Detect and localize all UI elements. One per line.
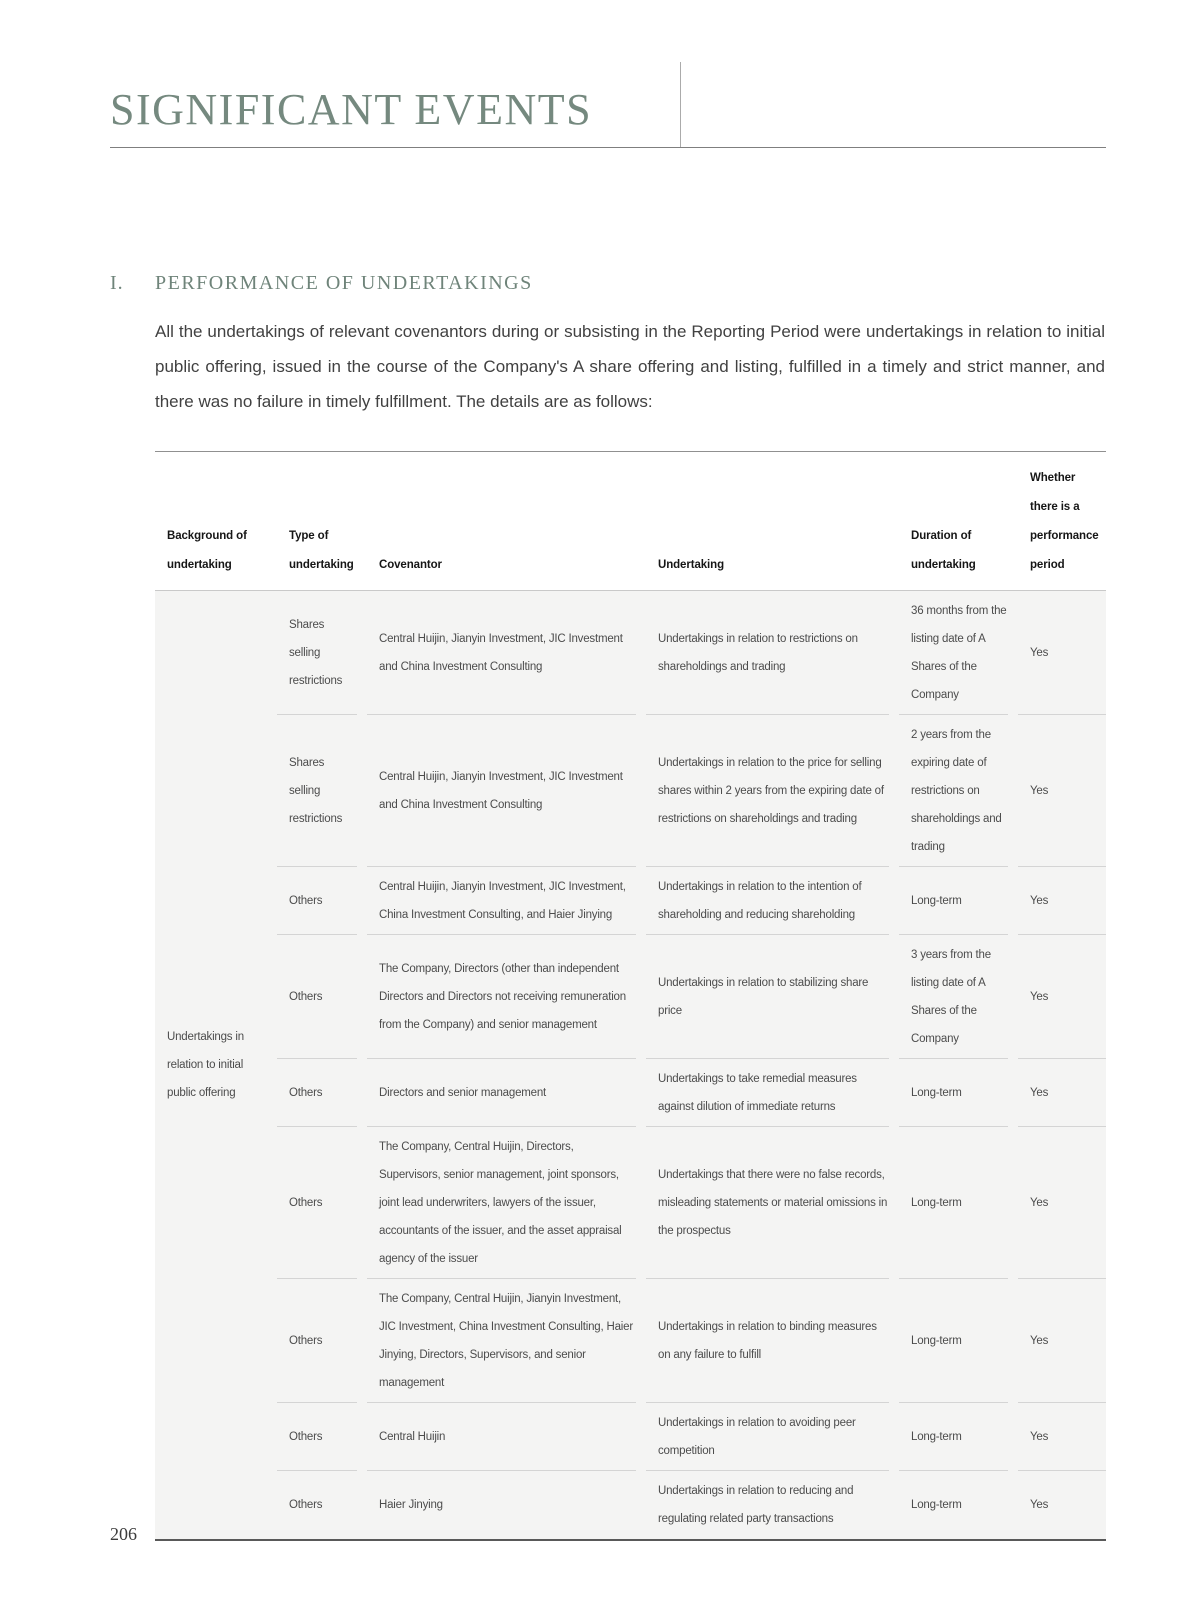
header-covenantor: Covenantor: [367, 452, 646, 591]
cell-undertaking: Undertakings in relation to avoiding peer competition: [646, 1403, 899, 1471]
cell-duration: Long-term: [899, 1403, 1018, 1471]
cell-performance-period: Yes: [1018, 1279, 1106, 1403]
cell-type-of-undertaking: Others: [277, 935, 367, 1059]
cell-covenantor: Central Huijin, Jianyin Investment, JIC Investment and China Investment Consulting: [367, 591, 646, 715]
cell-undertaking: Undertakings that there were no false records, misleading statements or material omissions in the prospectus: [646, 1127, 899, 1279]
cell-performance-period: Yes: [1018, 1471, 1106, 1539]
header-duration-of-undertaking: Duration of undertaking: [899, 452, 1018, 591]
table-row: [155, 1403, 1106, 1471]
cell-type-of-undertaking: Others: [277, 1127, 367, 1279]
header-type-of-undertaking: Type of undertaking: [277, 452, 367, 591]
table-row: [155, 591, 1106, 715]
cell-duration: Long-term: [899, 1471, 1018, 1539]
cell-background-of-undertaking: Undertakings in relation to initial public offering: [155, 591, 277, 1539]
cell-duration: Long-term: [899, 1059, 1018, 1127]
cell-performance-period: Yes: [1018, 715, 1106, 867]
cell-undertaking: Undertakings in relation to stabilizing share price: [646, 935, 899, 1059]
section-paragraph: All the undertakings of relevant covenantors during or subsisting in the Reporting Period were undertakings in relation to initial public offering, issued in the course of the Company's A share offering and listing, fulfilled in a timely and strict manner, and there was no failure in timely fulfillment. The details are as follows:: [155, 322, 1105, 411]
cell-covenantor: Directors and senior management: [367, 1059, 646, 1127]
header-vertical-divider: [680, 62, 681, 148]
header-rule: [110, 147, 1106, 148]
page-number: 206: [110, 1524, 137, 1544]
cell-performance-period: Yes: [1018, 1127, 1106, 1279]
cell-undertaking: Undertakings in relation to restrictions on shareholdings and trading: [646, 591, 899, 715]
cell-undertaking: Undertakings in relation to the price for selling shares within 2 years from the expiring date of restrictions on shareholdings and trading: [646, 715, 899, 867]
table-row: [155, 1127, 1106, 1279]
cell-performance-period: Yes: [1018, 1059, 1106, 1127]
cell-duration: Long-term: [899, 867, 1018, 935]
cell-duration: 2 years from the expiring date of restrictions on shareholdings and trading: [899, 715, 1018, 867]
cell-covenantor: The Company, Directors (other than independent Directors and Directors not receiving remuneration from the Company) and senior management: [367, 935, 646, 1059]
cell-performance-period: Yes: [1018, 1403, 1106, 1471]
cell-undertaking: Undertakings in relation to the intention of shareholding and reducing shareholding: [646, 867, 899, 935]
section-heading: PERFORMANCE OF UNDERTAKINGS: [155, 272, 533, 294]
header-undertaking: Undertaking: [646, 452, 899, 591]
cell-covenantor: The Company, Central Huijin, Directors, Supervisors, senior management, joint sponsors, joint lead underwriters, lawyers of the issuer, accountants of the issuer, and the asset appraisal agency of the issuer: [367, 1127, 646, 1279]
table-row: [155, 1279, 1106, 1403]
cell-undertaking: Undertakings in relation to binding measures on any failure to fulfill: [646, 1279, 899, 1403]
cell-duration: Long-term: [899, 1127, 1018, 1279]
table-row: [155, 935, 1106, 1059]
cell-covenantor: Central Huijin: [367, 1403, 646, 1471]
cell-duration: Long-term: [899, 1279, 1018, 1403]
cell-undertaking: Undertakings to take remedial measures against dilution of immediate returns: [646, 1059, 899, 1127]
header-performance-period: Whether there is a performance period: [1018, 452, 1106, 591]
page-title: SIGNIFICANT EVENTS: [110, 85, 593, 134]
section-numeral: I.: [110, 272, 124, 294]
cell-performance-period: Yes: [1018, 591, 1106, 715]
cell-type-of-undertaking: Others: [277, 1059, 367, 1127]
cell-type-of-undertaking: Shares selling restrictions: [277, 715, 367, 867]
cell-type-of-undertaking: Others: [277, 1403, 367, 1471]
cell-covenantor: Central Huijin, Jianyin Investment, JIC Investment, China Investment Consulting, and Haier Jinying: [367, 867, 646, 935]
table-row: [155, 1471, 1106, 1539]
cell-covenantor: Central Huijin, Jianyin Investment, JIC Investment and China Investment Consulting: [367, 715, 646, 867]
cell-covenantor: The Company, Central Huijin, Jianyin Investment, JIC Investment, China Investment Consulting, Haier Jinying, Directors, Supervisors, and senior management: [367, 1279, 646, 1403]
cell-duration: 3 years from the listing date of A Shares of the Company: [899, 935, 1018, 1059]
cell-duration: 36 months from the listing date of A Shares of the Company: [899, 591, 1018, 715]
cell-type-of-undertaking: Others: [277, 1279, 367, 1403]
undertakings-table: [155, 451, 1106, 1541]
cell-performance-period: Yes: [1018, 935, 1106, 1059]
cell-type-of-undertaking: Shares selling restrictions: [277, 591, 367, 715]
table-row: [155, 1059, 1106, 1127]
cell-type-of-undertaking: Others: [277, 1471, 367, 1539]
header-background-of-undertaking: Background of undertaking: [155, 452, 277, 591]
table-row: [155, 867, 1106, 935]
table-row: [155, 715, 1106, 867]
cell-undertaking: Undertakings in relation to reducing and regulating related party transactions: [646, 1471, 899, 1539]
cell-covenantor: Haier Jinying: [367, 1471, 646, 1539]
cell-performance-period: Yes: [1018, 867, 1106, 935]
section-heading-row: [110, 272, 533, 295]
table-header-row: [155, 452, 1106, 591]
cell-type-of-undertaking: Others: [277, 867, 367, 935]
